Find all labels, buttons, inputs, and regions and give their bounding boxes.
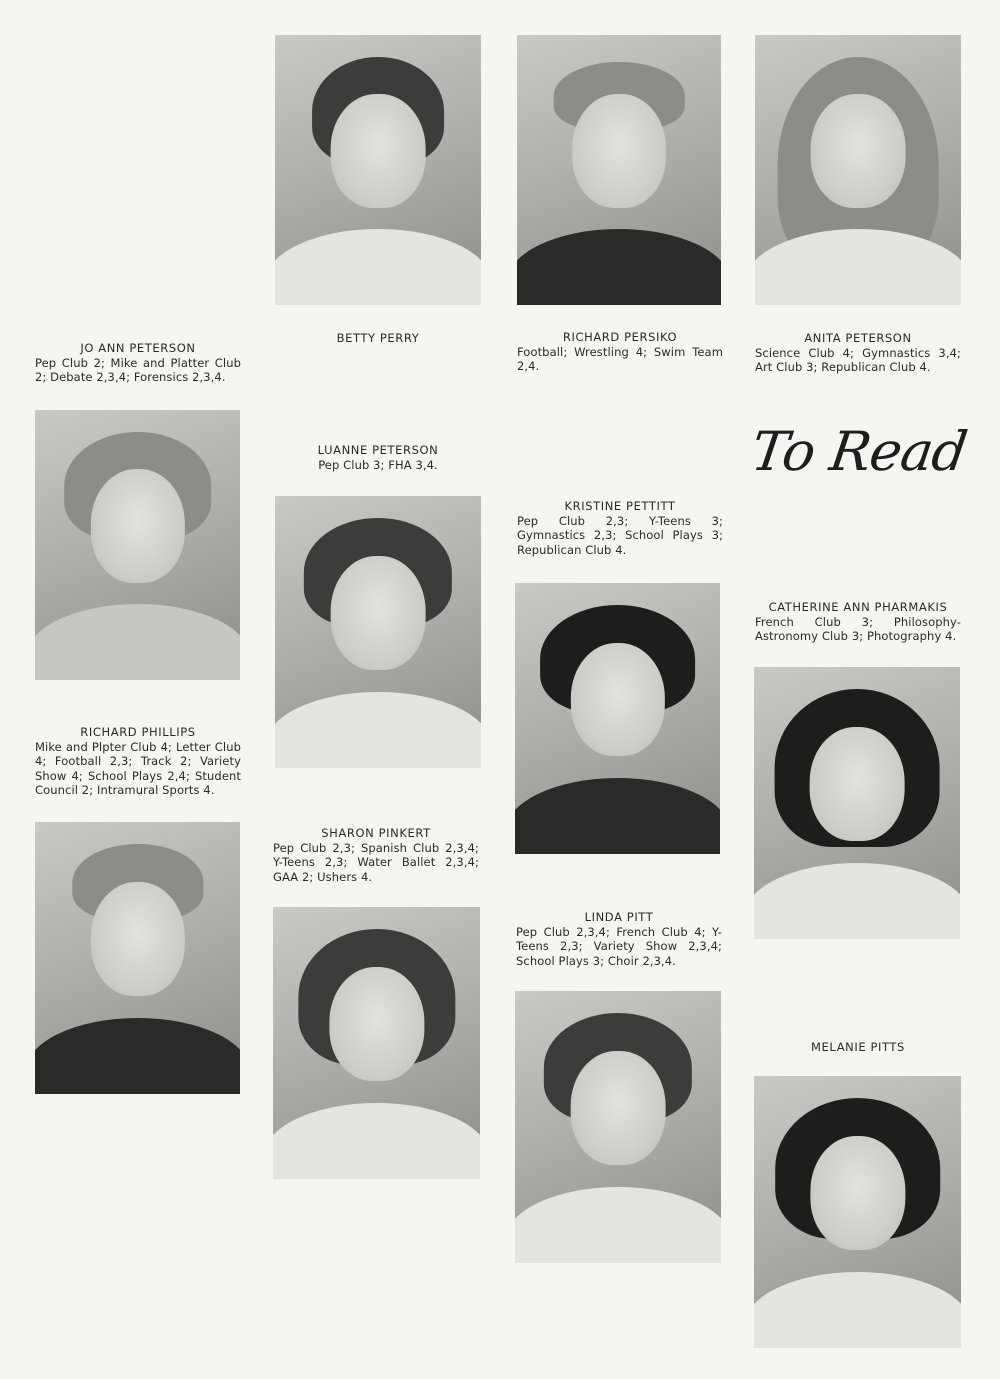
- portrait-face: [572, 94, 666, 207]
- portrait-face: [331, 94, 426, 207]
- portrait-face: [90, 882, 184, 996]
- caption-richard-persiko: [517, 330, 723, 374]
- caption-linda-pitt: [516, 910, 722, 968]
- student-name: JO ANN PETERSON: [80, 341, 196, 355]
- student-name: CATHERINE ANN PHARMAKIS: [768, 600, 948, 614]
- portrait-shoulders: [273, 1103, 480, 1179]
- portrait-shoulders: [515, 1187, 721, 1263]
- caption-jo-ann-peterson: [35, 341, 241, 385]
- portrait-richard-phillips: [35, 822, 240, 1094]
- student-activities: Pep Club 3; FHA 3,4.: [318, 457, 438, 472]
- student-name: ANITA PETERSON: [804, 331, 912, 345]
- portrait-luanne-peterson: [275, 496, 481, 768]
- portrait-sharon-pinkert: [273, 907, 480, 1179]
- portrait-shoulders: [517, 229, 721, 305]
- student-activities: Pep Club 2,3; Spanish Club 2,3,4; Y-Teens 2,3; Water Ballet 2,3,4; GAA 2; Ushers 4.: [273, 840, 479, 884]
- caption-anita-peterson: [755, 331, 961, 375]
- student-activities: Football; Wrestling 4; Swim Team 2,4.: [517, 344, 723, 373]
- portrait-anita-peterson: [755, 35, 961, 305]
- portrait-face: [810, 727, 905, 841]
- portrait-face: [331, 556, 426, 670]
- student-name: BETTY PERRY: [336, 331, 420, 345]
- student-activities: Science Club 4; Gymnastics 3,4; Art Club 3; Republican Club 4.: [755, 345, 961, 374]
- caption-richard-phillips: [35, 725, 241, 798]
- student-activities: Pep Club 2; Mike and Platter Club 2; Debate 2,3,4; Forensics 2,3,4.: [35, 355, 241, 384]
- student-activities: French Club 3; Philosophy-Astronomy Club 3; Photography 4.: [755, 614, 961, 643]
- portrait-shoulders: [515, 778, 720, 854]
- portrait-face: [810, 1136, 905, 1250]
- portrait-face: [90, 469, 184, 582]
- portrait-face: [570, 643, 664, 757]
- student-name: LINDA PITT: [584, 910, 654, 924]
- portrait-melanie-pitts: [754, 1076, 961, 1348]
- student-name: SHARON PINKERT: [321, 826, 431, 840]
- portrait-face: [329, 967, 424, 1081]
- caption-luanne-peterson: [275, 443, 481, 472]
- student-name: KRISTINE PETTITT: [564, 499, 676, 513]
- caption-catherine-ann-pharmakis: [755, 600, 961, 644]
- portrait-face: [571, 1051, 666, 1165]
- student-activities: Pep Club 2,3; Y-Teens 3; Gymnastics 2,3; School Plays 3; Republican Club 4.: [517, 513, 723, 557]
- portrait-shoulders: [35, 604, 240, 680]
- portrait-face: [811, 94, 906, 207]
- caption-melanie-pitts: [755, 1040, 961, 1055]
- student-name: RICHARD PERSIKO: [562, 330, 678, 344]
- portrait-betty-perry: [275, 35, 481, 305]
- portrait-catherine-ann-pharmakis: [754, 667, 960, 939]
- portrait-shoulders: [275, 692, 481, 768]
- caption-sharon-pinkert: [273, 826, 479, 884]
- student-name: LUANNE PETERSON: [317, 443, 439, 457]
- portrait-shoulders: [275, 229, 481, 305]
- portrait-shoulders: [35, 1018, 240, 1094]
- page-heading: To Read: [747, 420, 971, 483]
- portrait-richard-persiko: [517, 35, 721, 305]
- caption-kristine-pettitt: [517, 499, 723, 557]
- portrait-shoulders: [755, 229, 961, 305]
- student-name: MELANIE PITTS: [811, 1040, 905, 1054]
- portrait-linda-pitt: [515, 991, 721, 1263]
- student-activities: Mike and Plpter Club 4; Letter Club 4; Football 2,3; Track 2; Variety Show 4; School Plays 2,4; Student Council 2; Intramural Sports 4.: [35, 739, 241, 797]
- caption-betty-perry: [275, 331, 481, 346]
- portrait-kristine-pettitt: [515, 583, 720, 854]
- student-activities: Pep Club 2,3,4; French Club 4; Y-Teens 2,3; Variety Show 2,3,4; School Plays 3; Choir 2,3,4.: [516, 924, 722, 968]
- portrait-jo-ann-peterson: [35, 410, 240, 680]
- portrait-shoulders: [754, 1272, 961, 1348]
- portrait-shoulders: [754, 863, 960, 939]
- student-name: RICHARD PHILLIPS: [80, 725, 196, 739]
